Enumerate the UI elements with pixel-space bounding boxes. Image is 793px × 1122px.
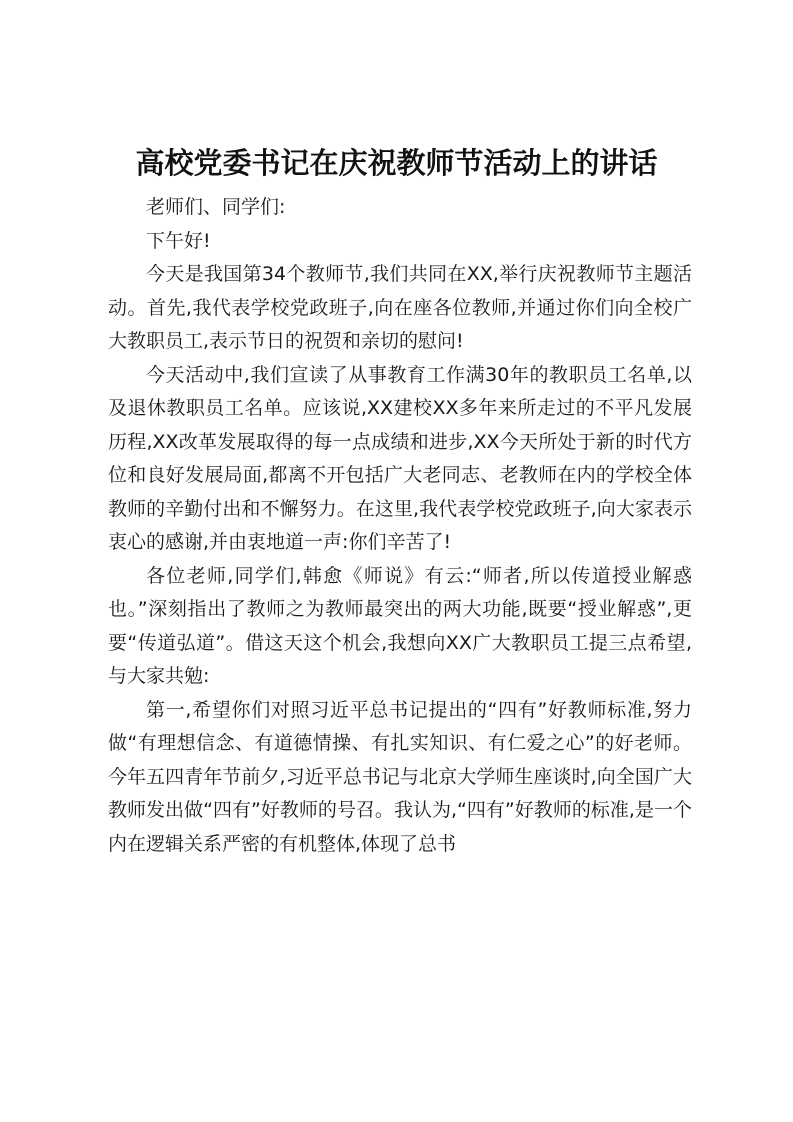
document-body xyxy=(108,191,692,861)
paragraph: 各位老师,同学们,韩愈《师说》有云:“师者,所以传道授业解惑也。”深刻指出了教师之为教师最突出的两大功能,既要“授业解惑”,更要“传道弘道”。借这天这个机会,我想向XX广大教职员工提三点希望,与大家共勉: xyxy=(108,564,692,687)
salutation: 老师们、同学们: xyxy=(146,196,286,218)
greeting: 下午好! xyxy=(146,229,211,252)
paragraph: 今天是我国第34个教师节,我们共同在XX,举行庆祝教师节主题活动。首先,我代表学校党政班子,向在座各位教师,并通过你们向全校广大教职员工,表示节日的祝贺和亲切的慰问! xyxy=(108,263,692,352)
document-title: 高校党委书记在庆祝教师节活动上的讲话 xyxy=(135,146,658,180)
paragraph: 第一,希望你们对照习近平总书记提出的“四有”好教师标准,努力做“有理想信念、有道德情操、有扎实知识、有仁爱之心”的好老师。今年五四青年节前夕,习近平总书记与北京大学师生座谈时,向全国广大教师发出做“四有”好教师的号召。我认为,“四有”好教师的标准,是一个内在逻辑关系严密的有机整体,体现了总书 xyxy=(108,698,692,855)
paragraph: 今天活动中,我们宣读了从事教育工作满30年的教职员工名单,以及退休教职员工名单。应该说,XX建校XX多年来所走过的不平凡发展历程,XX改革发展取得的每一点成绩和进步,XX今天所处于新的时代方位和良好发展局面,都离不开包括广大老同志、老教师在内的学校全体教师的辛勤付出和不懈努力。在这里,我代表学校党政班子,向大家表示衷心的感谢,并由衷地道一声:你们辛苦了! xyxy=(108,363,692,553)
